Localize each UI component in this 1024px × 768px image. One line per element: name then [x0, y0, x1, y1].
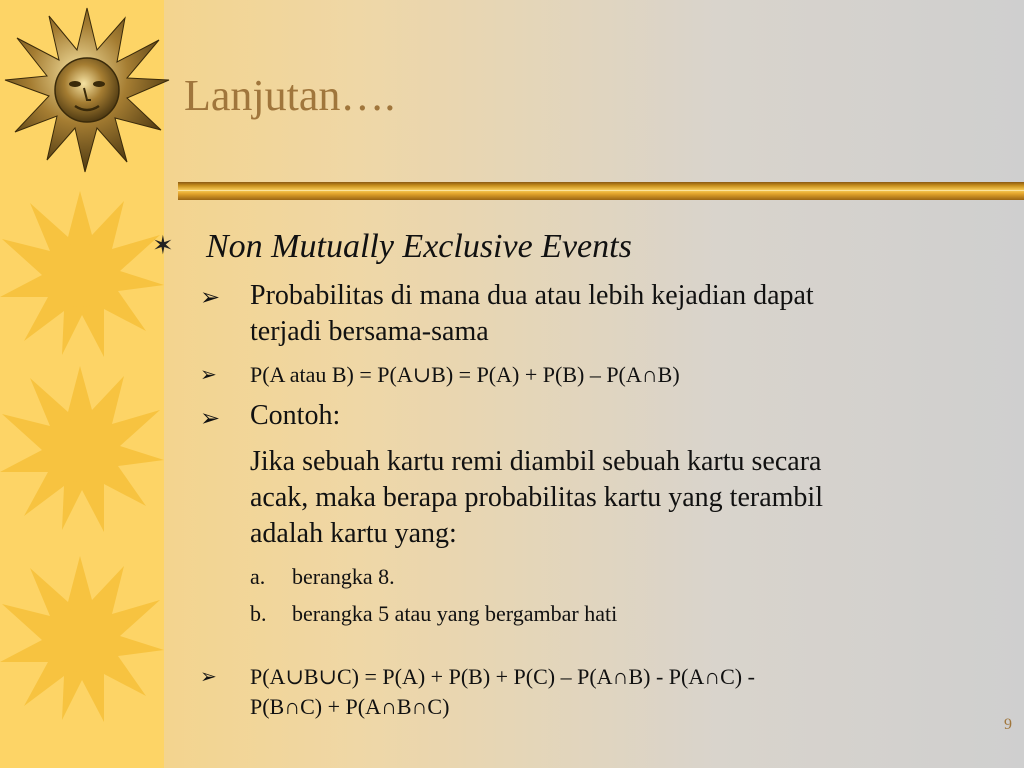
star-bullet-icon: ✶: [152, 231, 174, 260]
slide-title: Lanjutan….: [184, 71, 396, 120]
bullet-text: Probabilitas di mana dua atau lebih kejadian dapat: [250, 280, 814, 311]
arrow-bullet-icon: ➢: [200, 285, 221, 311]
arrow-bullet-icon: ➢: [200, 406, 221, 432]
section-heading: Non Mutually Exclusive Events: [206, 228, 632, 265]
list-marker: a.: [250, 564, 266, 589]
sun-icon: [0, 365, 165, 535]
sun-icon: [0, 555, 165, 725]
list-item: berangka 5 atau yang bergambar hati: [292, 601, 618, 626]
sun-face-icon: [2, 5, 172, 175]
example-text: Jika sebuah kartu remi diambil sebuah kartu secara: [250, 446, 822, 477]
arrow-bullet-icon: ➢: [200, 364, 217, 386]
page-number: 9: [1004, 716, 1012, 733]
formula-text: P(A atau B) = P(A∪B) = P(A) + P(B) – P(A∩B): [250, 362, 680, 387]
arrow-bullet-icon: ➢: [200, 666, 217, 688]
formula-text: P(A∪B∪C) = P(A) + P(B) + P(C) – P(A∩B) - P(A∩C) -: [250, 664, 755, 689]
sun-icon: [0, 190, 165, 360]
list-marker: b.: [250, 601, 267, 626]
example-text: acak, maka berapa probabilitas kartu yang terambil: [250, 482, 823, 513]
formula-text: P(B∩C) + P(A∩B∩C): [250, 694, 450, 719]
example-text: adalah kartu yang:: [250, 518, 457, 549]
bullet-text: terjadi bersama-sama: [250, 316, 489, 347]
bullet-text: Contoh:: [250, 400, 341, 431]
title-divider: [178, 182, 1024, 200]
list-item: berangka 8.: [292, 564, 395, 589]
decorative-sidebar: [0, 0, 164, 768]
